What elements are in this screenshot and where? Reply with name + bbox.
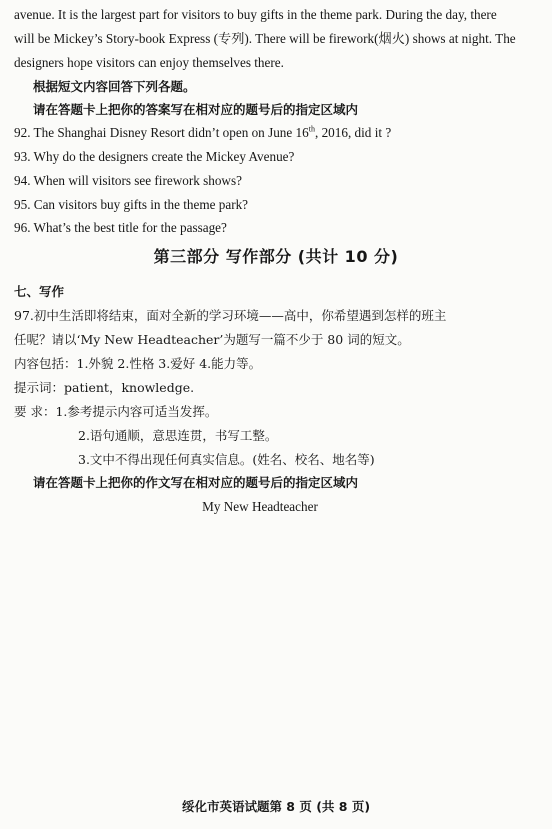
question-95: 95. Can visitors buy gifts in the theme park?: [14, 197, 249, 212]
question-97-line-1: 97.初中生活即将结束，面对全新的学习环境——高中，你希望遇到怎样的班主: [14, 308, 447, 323]
instruction-answer-questions: 根据短文内容回答下列各题。: [33, 79, 196, 94]
essay-title: My New Headteacher: [202, 499, 318, 514]
question-94: 94. When will visitors see firework shows?: [14, 173, 242, 188]
question-93: 93. Why do the designers create the Mickey Avenue?: [14, 149, 295, 164]
question-97-line-2: 任呢？请以‘My New Headteacher’为题写一篇不少于 80 词的短文。: [14, 332, 410, 347]
requirement-1: 要 求：1.参考提示内容可适当发挥。: [14, 404, 218, 419]
requirement-3: 3.文中不得出现任何真实信息。(姓名、校名、地名等): [78, 452, 375, 467]
passage-line-3: designers hope visitors can enjoy themselves there.: [14, 55, 284, 70]
requirement-2: 2.语句通顺，意思连贯，书写工整。: [78, 428, 278, 443]
question-92-tail: , 2016, did it ?: [314, 125, 392, 140]
passage-line-1: avenue. It is the largest part for visitors to buy gifts in the theme park. During the day, there: [14, 7, 497, 22]
question-96: 96. What’s the best title for the passage?: [14, 220, 227, 235]
question-92-text: 92. The Shanghai Disney Resort didn’t open on June 16: [14, 125, 309, 140]
content-points: 内容包括：1.外貌 2.性格 3.爱好 4.能力等。: [14, 356, 262, 371]
passage-line-2: will be Mickey’s Story-book Express (专列). There will be firework(烟火) shows at night. The: [14, 31, 516, 46]
page-footer: 绥化市英语试题第 8 页 (共 8 页): [181, 799, 371, 814]
essay-answer-sheet-instruction: 请在答题卡上把你的作文写在相对应的题号后的指定区域内: [33, 475, 359, 490]
question-92-ordinal: th: [308, 124, 315, 134]
writing-heading: 七、写作: [14, 284, 65, 299]
hint-words: 提示词：patient，knowledge.: [14, 380, 195, 395]
instruction-answer-sheet: 请在答题卡上把你的答案写在相对应的题号后的指定区域内: [33, 102, 359, 117]
section-3-title: 第三部分 写作部分 (共计 10 分): [153, 247, 399, 266]
question-92: [14, 124, 391, 142]
